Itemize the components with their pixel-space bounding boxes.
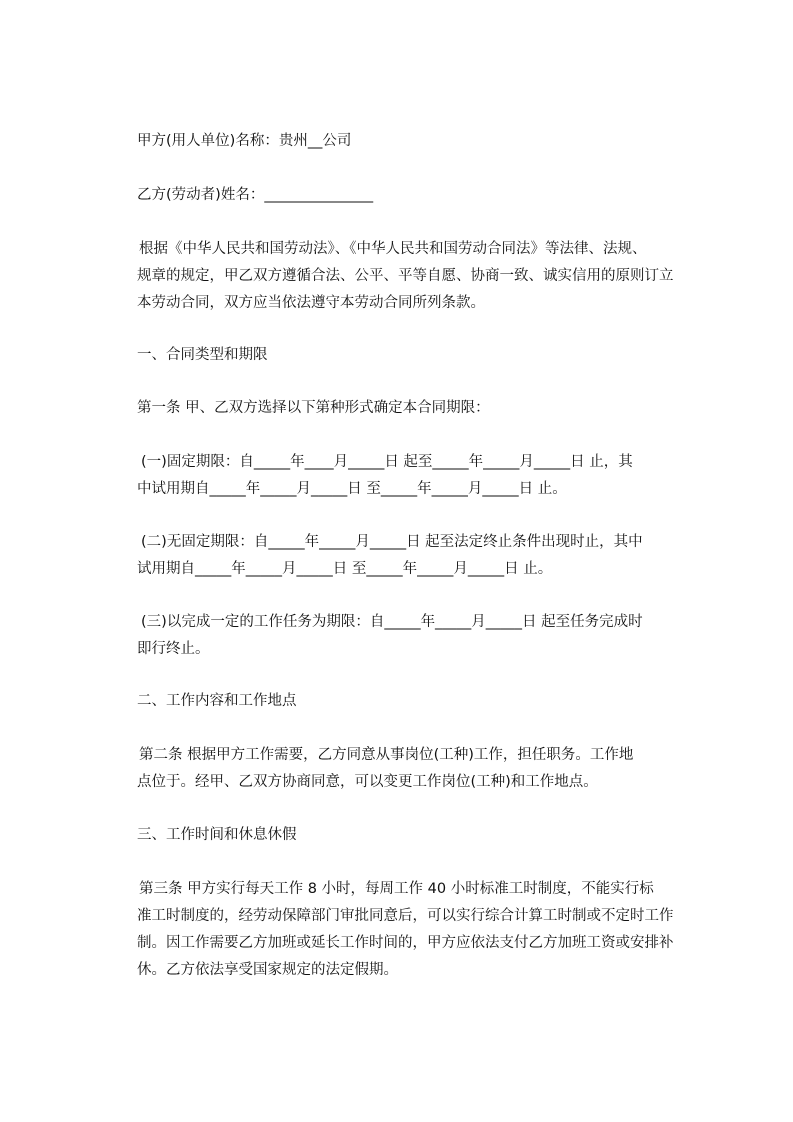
article-2-line-2: 点位于。经甲、乙双方协商同意，可以变更工作岗位(工种)和工作地点。 bbox=[137, 774, 598, 790]
intro-line-2: 规章的规定，甲乙双方遵循合法、公平、平等自愿、协商一致、诚实信用的原则订立 bbox=[137, 268, 674, 284]
section-2-heading: 二、工作内容和工作地点 bbox=[137, 693, 297, 709]
article-2-line-1: 第二条 根据甲方工作需要，乙方同意从事岗位(工种)工作，担任职务。工作地 bbox=[139, 747, 634, 763]
article-3-line-1: 第三条 甲方实行每天工作 8 小时，每周工作 40 小时标准工时制度，不能实行标 bbox=[139, 881, 654, 897]
section-1-heading: 一、合同类型和期限 bbox=[137, 347, 268, 363]
section-3-heading: 三、工作时间和休息休假 bbox=[137, 827, 297, 843]
article-3-line-4: 休。乙方依法享受国家规定的法定假期。 bbox=[137, 962, 398, 978]
item-1-line-1: (一)固定期限：自_____年____月_____日 起至_____年_____月_____日 止，其 bbox=[141, 454, 633, 470]
article-1: 第一条 甲、乙双方选择以下第种形式确定本合同期限： bbox=[137, 400, 490, 416]
article-3-line-2: 准工时制度的，经劳动保障部门审批同意后，可以实行综合计算工时制或不定时工作 bbox=[137, 908, 674, 924]
item-2-line-2: 试用期自_____年_____月_____日 至_____年_____月_____日 止。 bbox=[137, 561, 553, 577]
item-2-line-1: (二)无固定期限：自_____年_____月_____日 起至法定终止条件出现时止，其中 bbox=[141, 534, 643, 550]
item-1-line-2: 中试用期自_____年_____月_____日 至_____年_____月_____日 止。 bbox=[137, 481, 567, 497]
item-3-line-1: (三)以完成一定的工作任务为期限：自_____年_____月_____日 起至任务完成时 bbox=[141, 614, 643, 630]
intro-line-3: 本劳动合同，双方应当依法遵守本劳动合同所列条款。 bbox=[137, 295, 485, 311]
party-b-name-line: 乙方(劳动者)姓名：_______________ bbox=[137, 187, 374, 203]
article-3-line-3: 制。因工作需要乙方加班或延长工作时间的，甲方应依法支付乙方加班工资或安排补 bbox=[137, 935, 674, 951]
item-3-line-2: 即行终止。 bbox=[137, 641, 210, 657]
party-a-name-line: 甲方(用人单位)名称：贵州__公司 bbox=[137, 133, 352, 149]
intro-line-1: 根据《中华人民共和国劳动法》、《中华人民共和国劳动合同法》等法律、法规、 bbox=[139, 241, 647, 257]
